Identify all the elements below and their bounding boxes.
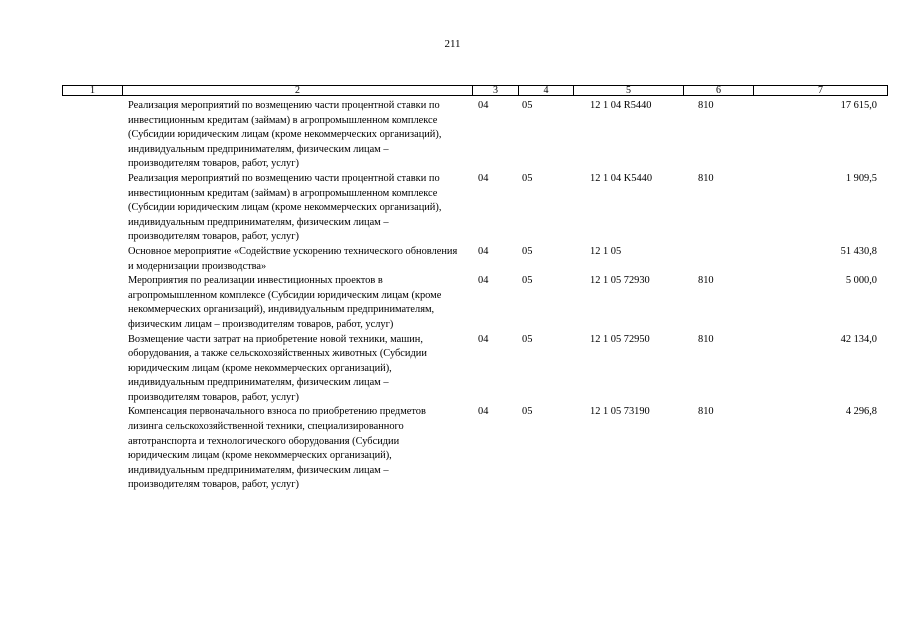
row-target-code: 12 1 04 R5440 <box>590 100 652 111</box>
table-row <box>0 99 905 172</box>
row-section: 04 <box>478 275 489 287</box>
row-subsection: 05 <box>522 406 533 418</box>
row-amount: 42 134,0 <box>840 333 877 345</box>
header-col-1: 1 <box>63 86 123 95</box>
header-col-3: 3 <box>473 86 519 95</box>
row-subsection: 05 <box>522 333 533 345</box>
row-expense-type: 810 <box>698 406 714 418</box>
header-col-4: 4 <box>519 86 574 95</box>
row-name: Компенсация первоначального взноса по приобретению предметов лизинга сельскохозяйственной техники, специализированного автотранспорта и технологического оборудования (Субсидии юридическим лицам (кроме некоммерческих организаций), индивидуальным предпринимателям, физическим лицам – производителям товаров, работ, услуг) <box>128 406 426 491</box>
row-name: Реализация мероприятий по возмещению части процентной ставки по инвестиционным кредитам (займам) в агропромышленном комплексе (Субсидии юридическим лицам (кроме некоммерческих организаций), индивидуальным предпринимателям, физическим лицам – производителям товаров, работ, услуг) <box>128 172 442 243</box>
row-target-code: 12 1 05 72950 <box>590 333 650 345</box>
row-target-code: 12 1 05 73190 <box>590 406 650 418</box>
row-expense-type: 810 <box>698 172 714 184</box>
table-header <box>62 85 888 96</box>
table-row <box>0 172 905 245</box>
header-col-2: 2 <box>123 86 473 95</box>
row-section: 04 <box>478 100 489 111</box>
row-subsection: 05 <box>522 245 533 257</box>
header-col-6: 6 <box>684 86 754 95</box>
row-target-code: 12 1 05 72930 <box>590 275 650 287</box>
row-name: Возмещение части затрат на приобретение новой техники, машин, оборудования, а также сельскохозяйственных животных (Субсидии юридическим лицам (кроме некоммерческих организаций), индивидуальным предпринимателям, физическим лицам – производителям товаров, работ, услуг) <box>128 333 427 403</box>
row-amount: 5 000,0 <box>845 275 877 287</box>
table-row <box>0 405 905 493</box>
header-col-7: 7 <box>818 85 823 96</box>
row-amount: 1 909,5 <box>845 172 877 184</box>
table-row <box>0 333 905 406</box>
table-row <box>0 274 905 332</box>
row-name: Основное мероприятие «Содействие ускорению технического обновления и модернизации производства» <box>128 245 458 272</box>
row-amount: 17 615,0 <box>840 100 877 111</box>
row-section: 04 <box>478 172 489 184</box>
row-section: 04 <box>478 406 489 418</box>
header-col-5: 5 <box>574 86 684 95</box>
row-section: 04 <box>478 245 489 257</box>
row-target-code: 12 1 05 <box>590 245 622 257</box>
row-target-code: 12 1 04 K5440 <box>590 172 653 184</box>
row-section: 04 <box>478 333 489 345</box>
table-body <box>0 99 905 493</box>
row-expense-type: 810 <box>698 275 714 287</box>
row-name: Реализация мероприятий по возмещению части процентной ставки по инвестиционным кредитам (займам) в агропромышленном комплексе (Субсидии юридическим лицам (кроме некоммерческих организаций), индивидуальным предпринимателям, физическим лицам – производителям товаров, работ, услуг) <box>128 100 442 170</box>
row-amount: 4 296,8 <box>845 406 877 418</box>
row-subsection: 05 <box>522 275 533 287</box>
page-number: 211 <box>444 38 461 50</box>
row-subsection: 05 <box>522 172 533 184</box>
row-subsection: 05 <box>522 100 533 111</box>
row-amount: 51 430,8 <box>840 245 877 257</box>
row-name: Мероприятия по реализации инвестиционных проектов в агропромышленном комплексе (Субсидии юридическим лицам (кроме некоммерческих организаций), индивидуальным предпринимателям, физическим лицам – производителям товаров, работ, услуг) <box>128 275 442 330</box>
row-expense-type: 810 <box>698 100 714 111</box>
row-expense-type: 810 <box>698 333 714 345</box>
table-row <box>0 245 905 274</box>
